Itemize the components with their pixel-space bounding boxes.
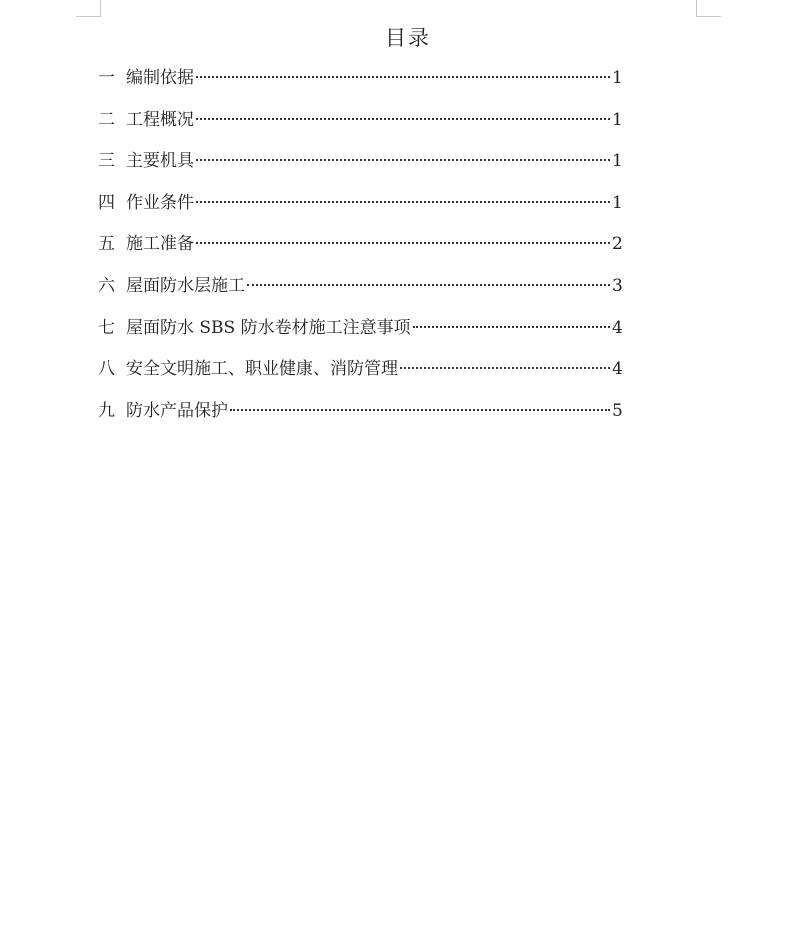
toc-entry[interactable] [98,274,622,316]
toc-entry-number: 一 [98,68,115,88]
toc-entry-page: 1 [612,109,623,130]
toc-entry[interactable] [98,316,622,358]
toc-entry-page: 5 [612,400,623,421]
toc-entry-text: 编制依据 [126,68,194,88]
page-corner-mark-left [76,0,101,17]
toc-dot-leader [247,284,610,286]
toc-entry-number: 五 [98,234,115,255]
toc-dot-leader [196,242,610,244]
toc-entry-text: 屋面防水层施工 [126,275,245,296]
toc-list [98,66,622,440]
toc-entry-page: 1 [612,151,623,172]
toc-entry-number: 八 [98,359,115,380]
toc-entry-number: 九 [98,400,115,421]
toc-entry-page: 2 [612,234,623,255]
toc-entry-number: 六 [98,275,115,296]
toc-title: 目录 [385,26,431,50]
toc-dot-leader [196,118,610,120]
toc-entry[interactable] [98,66,622,108]
toc-entry[interactable] [98,191,622,233]
toc-entry-number: 七 [98,317,115,338]
toc-entry[interactable] [98,149,622,191]
toc-entry-page: 4 [612,359,623,380]
toc-dot-leader [400,367,610,369]
toc-entry-page: 4 [612,317,623,338]
toc-entry-number: 二 [98,109,115,130]
toc-entry-text: 主要机具 [126,151,194,172]
page-corner-mark-right [696,0,721,17]
toc-entry-text: 施工准备 [126,234,194,255]
toc-dot-leader [196,201,610,203]
toc-entry-number: 三 [98,151,115,172]
toc-dot-leader [196,159,610,161]
toc-entry[interactable] [98,399,622,441]
toc-entry[interactable] [98,357,622,399]
toc-entry-number: 四 [98,192,115,213]
toc-entry-text: 屋面防水 SBS 防水卷材施工注意事项 [126,317,411,338]
toc-entry[interactable] [98,108,622,150]
toc-dot-leader [413,326,610,328]
toc-entry-page: 3 [612,275,623,296]
toc-entry-text: 防水产品保护 [126,400,228,421]
toc-entry-page: 1 [612,68,623,88]
toc-entry-text: 安全文明施工、职业健康、消防管理 [126,359,398,380]
toc-entry-text: 作业条件 [126,192,194,213]
toc-entry-text: 工程概况 [126,109,194,130]
toc-entry[interactable] [98,232,622,274]
toc-entry-page: 1 [612,192,623,213]
toc-dot-leader [196,76,610,78]
toc-dot-leader [230,409,610,411]
